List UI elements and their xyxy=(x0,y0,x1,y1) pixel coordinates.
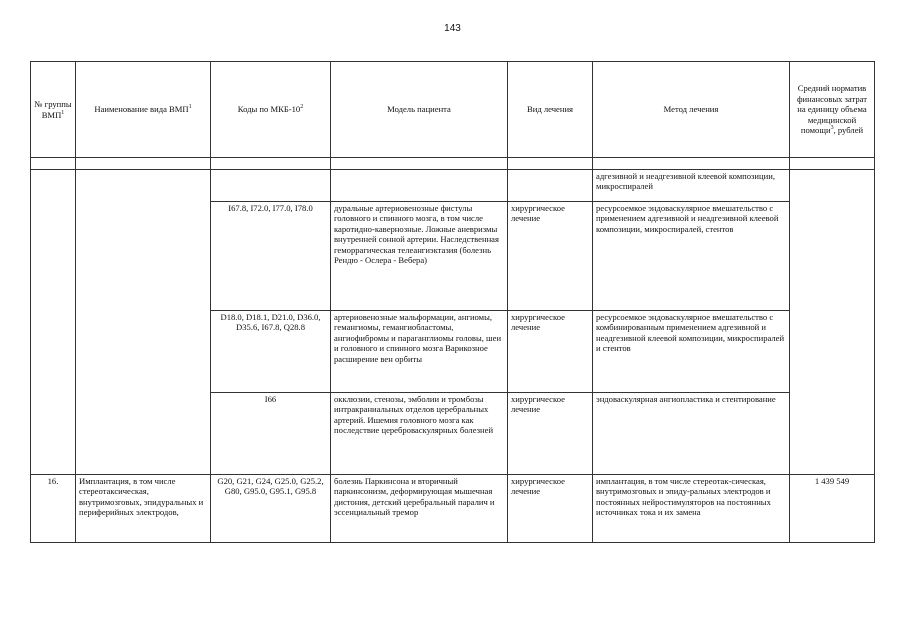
icd-codes-cell: D18.0, D18.1, D21.0, D36.0, D35.6, I67.8, Q28.8 xyxy=(211,311,331,393)
patient-model-cell: артериовенозные мальформации, ангиомы, гемангиомы, гемангиобластомы, ангиофибромы и параганглиомы головы, шеи и головного и спинного мозга Варикозное расширение вен орбиты xyxy=(331,311,508,393)
header-treatment-type: Вид лечения xyxy=(508,62,593,158)
header-row xyxy=(31,62,875,158)
table-row xyxy=(31,170,875,202)
header-group-no: № группы ВМП$^1$ xyxy=(31,62,76,158)
patient-model-cell: болезнь Паркинсона и вторичный паркинсонизм, деформирующая мышечная дистония, детский церебральный паралич и эссенциальный тремор xyxy=(331,475,508,543)
treatment-type-cell: хирургическое лечение xyxy=(508,393,593,475)
header-treatment-method: Метод лечения xyxy=(593,62,790,158)
vmp-table xyxy=(30,61,875,543)
icd-codes-cell: I67.8, I72.0, I77.0, I78.0 xyxy=(211,202,331,311)
patient-model-cell: дуральные артериовенозные фистулы головного и спинного мозга, в том числе каротидно-кавернозные. Ложные аневризмы внутренней сонной артерии. Наследственная геморрагическая телеангиэктазия (болезнь Рендю - Ослера - Вебера) xyxy=(331,202,508,311)
icd-codes-cell: I66 xyxy=(211,393,331,475)
group-no-cell xyxy=(31,170,76,475)
icd-codes-cell xyxy=(211,170,331,202)
header-vmp-name: Наименование вида ВМП$^1$ xyxy=(76,62,211,158)
header-patient-model: Модель пациента xyxy=(331,62,508,158)
table-row-group-16 xyxy=(31,475,875,543)
vmp-name-cell xyxy=(76,170,211,475)
icd-codes-cell: G20, G21, G24, G25.0, G25.2, G80, G95.0, G95.1, G95.8 xyxy=(211,475,331,543)
treatment-method-cell: ресурсоемкое эндоваскулярное вмешательство с применением адгезивной и неадгезивной клеевой композиции, микроспиралей, стентов xyxy=(593,202,790,311)
treatment-method-cell: эндоваскулярная ангиопластика и стентирование xyxy=(593,393,790,475)
column-number-row xyxy=(31,158,875,170)
avg-cost-cell xyxy=(790,170,875,475)
treatment-type-cell xyxy=(508,170,593,202)
treatment-method-cell: ресурсоемкое эндоваскулярное вмешательство с комбинированным применением адгезивной и неадгезивной клеевой композиции, микроспиралей и стентов xyxy=(593,311,790,393)
avg-cost-cell: 1 439 549 xyxy=(790,475,875,543)
header-icd-codes: Коды по МКБ-$10^2$ xyxy=(211,62,331,158)
treatment-type-cell: хирургическое лечение xyxy=(508,202,593,311)
treatment-method-cell: имплантация, в том числе стереотак-сическая, внутримозговых и эпиду-ральных электродов и постоянных нейростимуляторов на постоянных источниках тока и их замена xyxy=(593,475,790,543)
page-number: 143 xyxy=(444,23,461,34)
treatment-type-cell: хирургическое лечение xyxy=(508,311,593,393)
group-no-cell: 16. xyxy=(31,475,76,543)
vmp-name-cell: Имплантация, в том числе стереотаксическая, внутримозговых, эпидуральных и периферийных электродов, xyxy=(76,475,211,543)
patient-model-cell: окклюзии, стенозы, эмболии и тромбозы интракраниальных отделов церебральных артерий. Ишемия головного мозга как последствие цереброваскулярных болезней xyxy=(331,393,508,475)
patient-model-cell xyxy=(331,170,508,202)
treatment-type-cell: хирургическое лечение xyxy=(508,475,593,543)
treatment-method-cell: адгезивной и неадгезивной клеевой композиции, микроспиралей xyxy=(593,170,790,202)
header-avg-cost: Средний норматив финансовых затрат на единицу объема медицинской помощи$^3$, рублей xyxy=(790,62,875,158)
